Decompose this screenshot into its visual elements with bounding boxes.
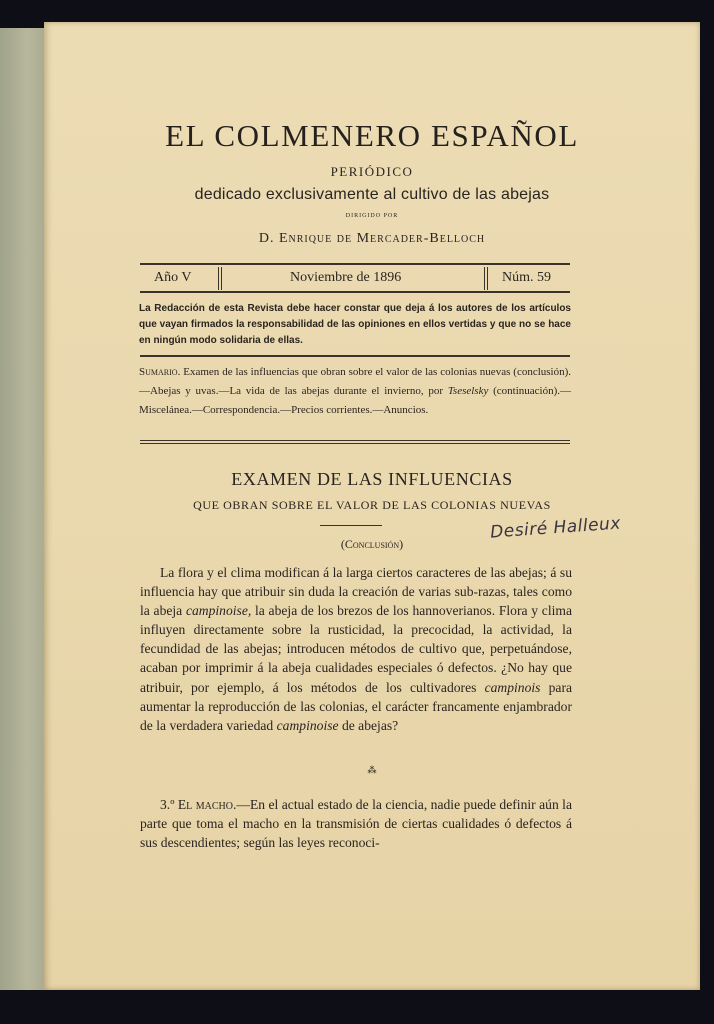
summary-block bbox=[139, 363, 571, 420]
summary-top-rule bbox=[140, 355, 570, 357]
italic-term: campinoise bbox=[276, 717, 339, 733]
summary-author: Tseselsky bbox=[447, 385, 489, 397]
article-title: EXAMEN DE LAS INFLUENCIAS bbox=[231, 469, 513, 489]
paragraph-text: la abeja de los brezos de los hannoverianos. Flora y clima influyen directamente sobre la rusticidad, la precocidad, la actividad, la fecundidad de las abejas; introducen métodos de cultivo que, perpetuándose, acaban por imprimir á la abeja cualidades especiales ó defectos. ¿No hay que atribuir, por ejemplo, á los métodos de los cultivadores bbox=[140, 603, 572, 695]
journal-subtitle: PERIÓDICO bbox=[330, 164, 414, 179]
director-name: D. Enrique de Mercader-Belloch bbox=[258, 231, 486, 246]
issue-date: Noviembre de 1896 bbox=[290, 270, 402, 285]
section-number: 3.º bbox=[160, 797, 175, 812]
paragraph-text: —En el actual estado de la ciencia, nadie puede definir aún la parte que toma el macho en la transmisión de ciertas cualidades ó defectos á sus descendientes; según las leyes reconoci- bbox=[140, 797, 572, 851]
section-heading: El macho. bbox=[177, 797, 237, 812]
paragraph-text: para aumentar la reproducción de las colonias, el carácter francamente enjambrador de la verdadera variedad bbox=[140, 679, 573, 733]
infobar-divider bbox=[218, 267, 219, 290]
summary-bottom-rule-2 bbox=[140, 443, 570, 444]
summary-text-1: Examen de las influencias que obran sobre el valor de las colonias nuevas (conclusión).—Abejas y uvas.—La vida de las abejas durante el invierno, por bbox=[139, 366, 572, 397]
article-paragraph-2 bbox=[140, 795, 572, 852]
summary-text-2: (continuación).—Miscelánea.—Correspondencia.—Precios corrientes.—Anuncios. bbox=[139, 385, 572, 416]
asterism-divider: ⁂ bbox=[367, 765, 377, 775]
handwritten-annotation: Desiré Halleux bbox=[489, 513, 622, 543]
journal-page bbox=[44, 22, 700, 990]
italic-term: campinois bbox=[484, 679, 541, 695]
journal-tagline: dedicado exclusivamente al cultivo de las abejas bbox=[194, 186, 550, 203]
section-label: (Conclusión) bbox=[340, 537, 404, 551]
infobar-top-rule bbox=[140, 263, 570, 265]
paragraph-text: de abejas? bbox=[341, 717, 399, 733]
article-subtitle: QUE OBRAN SOBRE EL VALOR DE LAS COLONIAS NUEVAS bbox=[193, 498, 551, 512]
infobar-bottom-rule bbox=[140, 291, 570, 293]
directed-by-label: DIRIGIDO POR bbox=[345, 213, 399, 219]
paragraph-text: La flora y el clima modifican á la larga ciertos caracteres de las abejas; á su influencia hay que atribuir sin duda la creación de varias sub-razas, tales como la abeja bbox=[140, 565, 572, 619]
previous-page-edge bbox=[0, 28, 47, 990]
infobar-divider bbox=[487, 267, 488, 290]
journal-title: EL COLMENERO ESPAÑOL bbox=[165, 118, 579, 153]
issue-info-bar bbox=[140, 267, 570, 290]
infobar-divider bbox=[221, 267, 222, 290]
summary-label: Sumario. bbox=[139, 366, 181, 378]
issue-year: Año V bbox=[154, 270, 192, 285]
editorial-notice: La Redacción de esta Revista debe hacer constar que deja á los autores de los artículos que vayan firmados la responsabilidad de las opiniones en ellos vertidas y que no se hace en ningún modo solidaria de ellas. bbox=[139, 303, 571, 346]
infobar-divider bbox=[484, 267, 485, 290]
summary-bottom-rule bbox=[140, 440, 570, 441]
issue-number: Núm. 59 bbox=[502, 270, 551, 285]
italic-term: campinoise, bbox=[185, 603, 252, 619]
section-rule bbox=[320, 525, 382, 526]
article-paragraph-1 bbox=[140, 563, 572, 735]
